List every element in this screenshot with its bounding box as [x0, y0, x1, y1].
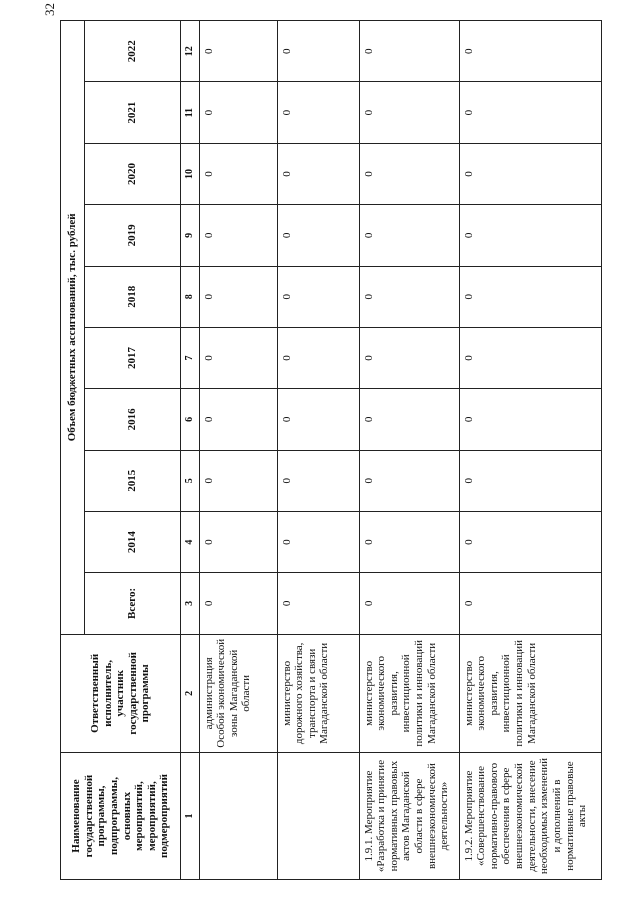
row-value: 0: [359, 450, 459, 511]
header-name: Наименование государственной программы, подпрограммы, основных мероприятий, мероприятий, подмероприятий: [61, 753, 181, 880]
row-value: 0: [359, 511, 459, 572]
rotated-table-container: [60, 20, 600, 880]
row-value: 0: [459, 327, 601, 388]
row-value: 0: [459, 573, 601, 634]
row-name: 1.9.1. Мероприятие «Разработка и принятие нормативных правовых актов Магаданской области в сфере внешнеэкономической деятельности»: [359, 753, 459, 880]
column-number: 6: [181, 389, 200, 450]
table-row: [359, 21, 459, 880]
row-value: 0: [277, 389, 359, 450]
header-total: Всего:: [85, 573, 181, 634]
budget-table: [60, 20, 602, 880]
row-value: 0: [459, 389, 601, 450]
row-value: 0: [277, 82, 359, 143]
row-value: 0: [199, 511, 277, 572]
row-executor: министерство дорожного хозяйства, транспорта и связи Магаданской области: [277, 634, 359, 752]
column-number: 12: [181, 21, 200, 83]
row-value: 0: [277, 511, 359, 572]
row-value: 0: [459, 82, 601, 143]
row-value: 0: [199, 205, 277, 266]
header-executor: Ответственный исполнитель, участник государственной программы: [61, 634, 181, 752]
column-numbers-row: [181, 21, 200, 880]
row-value: 0: [277, 327, 359, 388]
row-value: 0: [359, 327, 459, 388]
row-value: 0: [359, 82, 459, 143]
row-value: 0: [459, 143, 601, 204]
row-value: 0: [277, 21, 359, 83]
row-name: [277, 753, 359, 880]
column-number: 2: [181, 634, 200, 752]
row-value: 0: [359, 143, 459, 204]
row-value: 0: [199, 21, 277, 83]
header-budget: Объем бюджетных ассигнований, тыс. рублей: [61, 21, 85, 635]
row-value: 0: [199, 266, 277, 327]
row-value: 0: [199, 573, 277, 634]
row-executor: администрация Особой экономической зоны Магаданской области: [199, 634, 277, 752]
row-value: 0: [359, 389, 459, 450]
row-value: 0: [199, 450, 277, 511]
row-value: 0: [459, 266, 601, 327]
row-value: 0: [199, 143, 277, 204]
table-row: [459, 21, 601, 880]
row-value: 0: [277, 143, 359, 204]
column-number: 7: [181, 327, 200, 388]
row-value: 0: [359, 573, 459, 634]
row-value: 0: [359, 21, 459, 83]
row-value: 0: [459, 450, 601, 511]
header-year: 2016: [85, 389, 181, 450]
row-value: 0: [359, 266, 459, 327]
header-year: 2021: [85, 82, 181, 143]
row-name: [199, 753, 277, 880]
column-number: 11: [181, 82, 200, 143]
row-value: 0: [359, 205, 459, 266]
row-value: 0: [199, 327, 277, 388]
header-year: 2014: [85, 511, 181, 572]
header-year: 2017: [85, 327, 181, 388]
table-row: [199, 21, 277, 880]
header-year: 2019: [85, 205, 181, 266]
row-name: 1.9.2. Мероприятие «Совершенствование нормативно-правового обеспечения в сфере внешнеэкономической деятельности, внесение необходимых изменений и дополнений в нормативные правовые акты: [459, 753, 601, 880]
row-value: 0: [459, 205, 601, 266]
row-executor: министерство экономического развития, инвестиционной политики и инноваций Магаданской области: [359, 634, 459, 752]
table-row: [277, 21, 359, 880]
row-executor: министерство экономического развития, инвестиционной политики и инноваций Магаданской области: [459, 634, 601, 752]
row-value: 0: [277, 450, 359, 511]
row-value: 0: [277, 205, 359, 266]
column-number: 4: [181, 511, 200, 572]
page-number: 32: [42, 3, 57, 16]
column-number: 10: [181, 143, 200, 204]
column-number: 1: [181, 753, 200, 880]
row-value: 0: [199, 389, 277, 450]
row-value: 0: [459, 511, 601, 572]
column-number: 5: [181, 450, 200, 511]
header-year: 2022: [85, 21, 181, 83]
column-number: 8: [181, 266, 200, 327]
row-value: 0: [199, 82, 277, 143]
header-year: 2015: [85, 450, 181, 511]
column-number: 9: [181, 205, 200, 266]
row-value: 0: [459, 21, 601, 83]
header-year: 2018: [85, 266, 181, 327]
row-value: 0: [277, 573, 359, 634]
header-year: 2020: [85, 143, 181, 204]
row-value: 0: [277, 266, 359, 327]
column-number: 3: [181, 573, 200, 634]
